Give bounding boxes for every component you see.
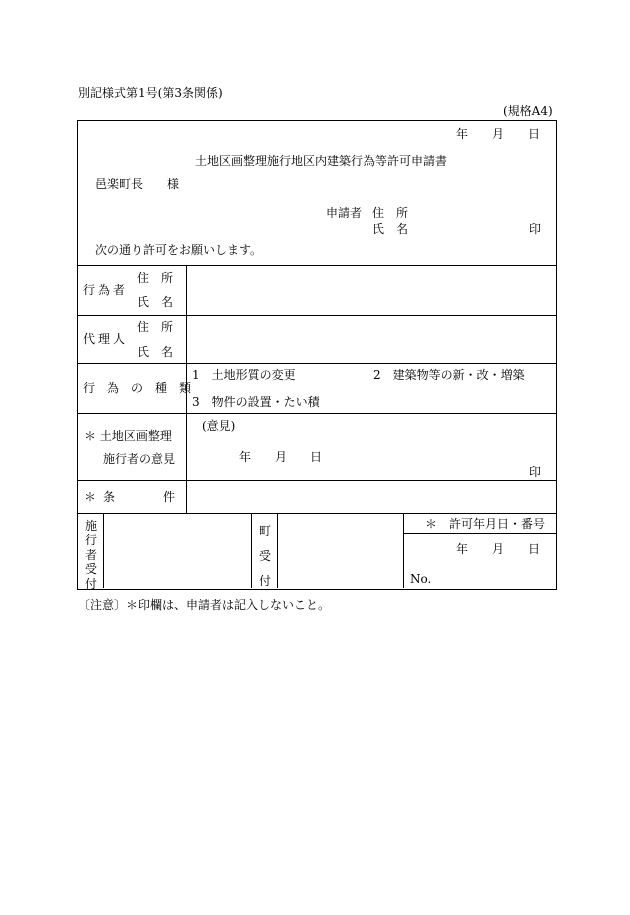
agent-name-label: 氏 名 bbox=[137, 345, 174, 359]
action-option-2: 2 建築物等の新・改・増築 bbox=[373, 368, 525, 382]
date-day: 日 bbox=[528, 127, 541, 141]
addressee: 邑楽町長 様 bbox=[95, 177, 180, 191]
date-year: 年 bbox=[456, 127, 469, 141]
permit-date-day: 日 bbox=[528, 542, 541, 556]
applicant-label: 申請者 bbox=[326, 206, 363, 220]
permit-date-month: 月 bbox=[492, 542, 505, 556]
action-option-1: 1 土地形質の変更 bbox=[192, 368, 296, 382]
applicant-address-label: 住 所 bbox=[372, 206, 409, 220]
permit-number-label: No. bbox=[410, 572, 432, 586]
date-month: 月 bbox=[492, 127, 505, 141]
actor-address-label: 住 所 bbox=[137, 271, 174, 285]
condition-mark: ＊ bbox=[84, 490, 97, 504]
note: 〔注意〕＊印欄は、申請者は記入しないこと。 bbox=[78, 598, 331, 612]
permit-heading: ＊ 許可年月日・番号 bbox=[425, 517, 546, 531]
applicant-seal: 印 bbox=[529, 222, 542, 236]
opinion-label-line1: ＊ 土地区画整理 bbox=[84, 429, 172, 443]
applicant-name-label: 氏 名 bbox=[372, 222, 409, 236]
request-text: 次の通り許可をお願いします。 bbox=[95, 243, 263, 257]
row-divider bbox=[77, 480, 557, 481]
agent-label: 代理人 bbox=[83, 332, 129, 346]
agent-address-label: 住 所 bbox=[137, 320, 174, 334]
town-reception-label: 町 受 付 bbox=[258, 524, 271, 589]
permit-date-year: 年 bbox=[456, 542, 469, 556]
opinion-date-month: 月 bbox=[275, 450, 288, 464]
actor-name-label: 氏 名 bbox=[137, 295, 174, 309]
row-divider bbox=[77, 513, 557, 514]
actor-label: 行為者 bbox=[83, 283, 129, 297]
permit-divider bbox=[403, 533, 557, 534]
opinion-heading: (意見) bbox=[202, 419, 236, 433]
reception-divider bbox=[403, 513, 404, 588]
row-divider bbox=[77, 363, 557, 364]
reception-divider bbox=[251, 513, 252, 588]
row-divider bbox=[77, 315, 557, 316]
action-option-3: 3 物件の設置・たい積 bbox=[192, 395, 320, 409]
form-number: 別記様式第1号(第3条関係) bbox=[78, 86, 223, 100]
row-divider bbox=[77, 413, 557, 414]
condition-label: 条 件 bbox=[103, 490, 176, 504]
opinion-label-line2: 施行者の意見 bbox=[103, 452, 176, 466]
opinion-seal: 印 bbox=[529, 465, 542, 479]
opinion-date-day: 日 bbox=[310, 450, 323, 464]
opinion-date-year: 年 bbox=[239, 450, 252, 464]
reception-divider bbox=[277, 513, 278, 588]
reception-divider bbox=[103, 513, 104, 588]
row-divider bbox=[77, 265, 557, 266]
operator-reception-label: 施 行 者 受 付 bbox=[84, 519, 97, 591]
action-type-label: 行 為 の 種 類 bbox=[83, 381, 192, 395]
paper-size: (規格A4) bbox=[503, 104, 553, 118]
form-title: 土地区画整理施行地区内建築行為等許可申請書 bbox=[195, 154, 448, 168]
